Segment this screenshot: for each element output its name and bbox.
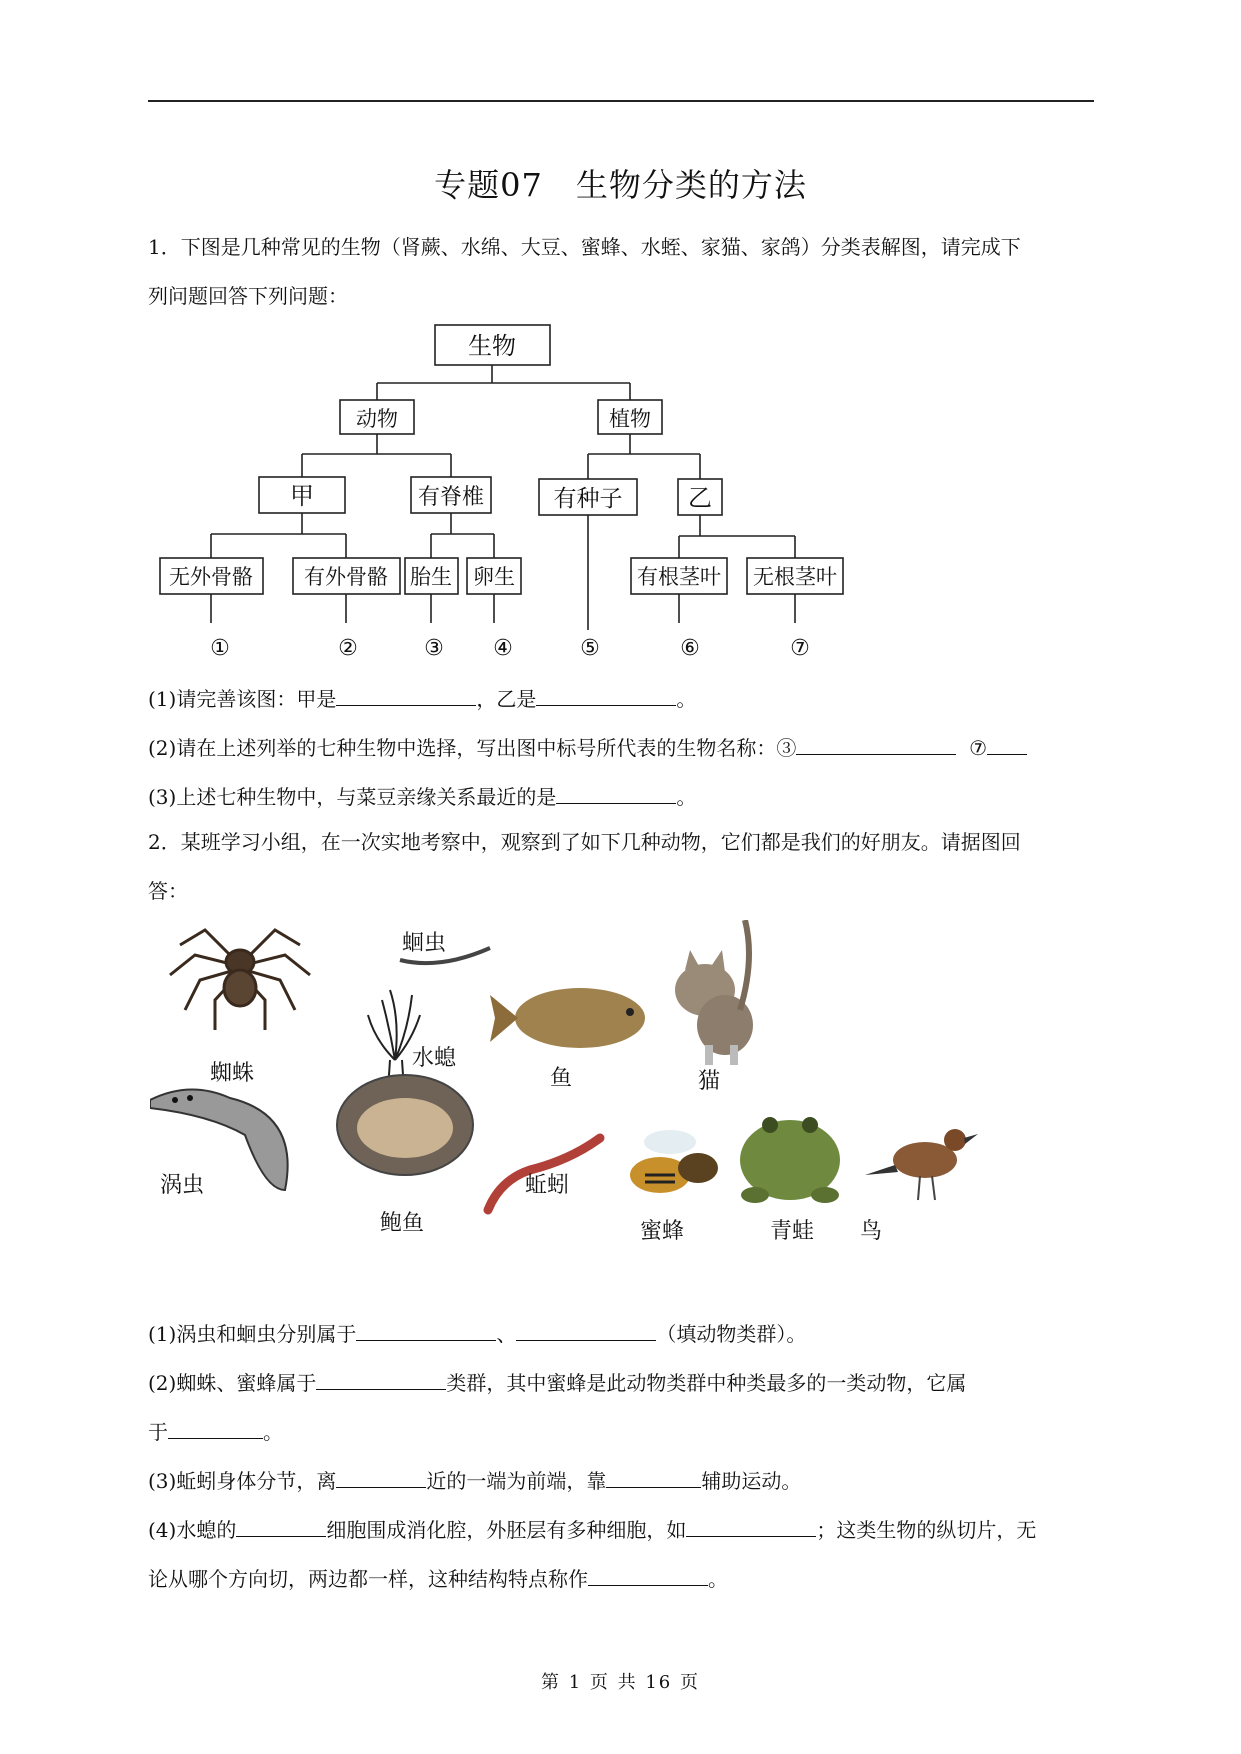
tree-label-animal: 动物 bbox=[356, 407, 398, 431]
answer-blank-cell-type[interactable] bbox=[686, 1518, 816, 1537]
tree-label-jia: 甲 bbox=[290, 482, 314, 510]
q1-sub2: (2)请在上述列举的七种生物中选择，写出图中标号所代表的生物名称：③ ⑦ bbox=[148, 732, 1027, 761]
spider-picture bbox=[170, 930, 310, 1030]
q2-stem-line2: 答： bbox=[148, 879, 188, 903]
answer-blank-planaria-group[interactable] bbox=[356, 1322, 496, 1341]
label-cat: 猫 bbox=[698, 1069, 721, 1094]
tree-label-no-root: 无根茎叶 bbox=[753, 565, 837, 589]
tree-label-oviparous: 卵生 bbox=[473, 565, 515, 589]
label-bird: 鸟 bbox=[860, 1219, 883, 1244]
q2-sub3: (3)蚯蚓身体分节，离 近的一端为前端，靠 辅助运动。 bbox=[148, 1469, 802, 1493]
answer-blank-bee-class[interactable] bbox=[168, 1420, 263, 1439]
tree-marker-4: ④ bbox=[493, 636, 513, 661]
classification-tree bbox=[150, 318, 870, 663]
header-rule bbox=[148, 100, 1094, 102]
answer-blank-cell-layer[interactable] bbox=[236, 1518, 326, 1537]
q1-sub1: (1)请完善该图：甲是 ，乙是 。 bbox=[148, 687, 697, 711]
q2-sub2-line1: (2)蜘蛛、蜜蜂属于 类群，其中蜜蜂是此动物类群中种类最多的一类动物，它属 bbox=[148, 1371, 967, 1395]
answer-blank-7[interactable] bbox=[987, 736, 1027, 755]
tree-marker-7: ⑦ bbox=[790, 636, 810, 661]
answer-blank-bean-relative[interactable] bbox=[556, 785, 676, 804]
q2-sub2-line2: 于 。 bbox=[148, 1420, 283, 1444]
tree-label-no-exo: 无外骨骼 bbox=[169, 565, 253, 589]
label-bee: 蜜蜂 bbox=[640, 1219, 685, 1244]
page-footer: 第 1 页 共 16 页 bbox=[541, 1672, 700, 1693]
q2-sub1: (1)涡虫和蛔虫分别属于 、 （填动物类群）。 bbox=[148, 1322, 807, 1346]
answer-blank-yi[interactable] bbox=[536, 687, 676, 706]
answer-blank-roundworm-group[interactable] bbox=[516, 1322, 656, 1341]
label-fish: 鱼 bbox=[550, 1066, 573, 1091]
tree-label-root: 生物 bbox=[468, 332, 516, 360]
label-frog: 青蛙 bbox=[770, 1219, 815, 1244]
label-earthworm: 蚯蚓 bbox=[525, 1173, 570, 1198]
label-spider: 蜘蛛 bbox=[210, 1061, 255, 1086]
q1-stem-line1: 1．下图是几种常见的生物（肾蕨、水绵、大豆、蜜蜂、水蛭、家猫、家鸽）分类表解图，请完成下 bbox=[148, 235, 1021, 259]
page-title: 专题07 生物分类的方法 bbox=[434, 166, 807, 204]
label-roundworm: 蛔虫 bbox=[402, 931, 447, 956]
frog-picture bbox=[740, 1117, 840, 1203]
answer-blank-movement-aid[interactable] bbox=[606, 1469, 701, 1488]
tree-label-yi: 乙 bbox=[688, 484, 712, 512]
tree-label-plant: 植物 bbox=[609, 407, 651, 431]
answer-blank-3[interactable] bbox=[796, 736, 956, 755]
answer-blank-symmetry[interactable] bbox=[588, 1567, 708, 1586]
tree-label-vertebrate: 有脊椎 bbox=[417, 485, 485, 510]
bee-picture bbox=[630, 1130, 718, 1193]
answer-blank-jia[interactable] bbox=[336, 687, 476, 706]
tree-marker-1: ① bbox=[210, 636, 230, 661]
q1-stem-line2: 列问题回答下列问题： bbox=[148, 284, 348, 308]
answer-blank-arthropod-group[interactable] bbox=[316, 1371, 446, 1390]
q2-sub4-line1: (4)水螅的 细胞围成消化腔，外胚层有多种细胞，如 ；这类生物的纵切片，无 bbox=[148, 1518, 1037, 1542]
q2-stem-line1: 2．某班学习小组，在一次实地考察中，观察到了如下几种动物，它们都是我们的好朋友。请据图回 bbox=[148, 830, 1021, 854]
tree-marker-6: ⑥ bbox=[680, 636, 700, 661]
label-hydra: 水螅 bbox=[412, 1046, 457, 1071]
q1-sub3: (3)上述七种生物中，与菜豆亲缘关系最近的是 。 bbox=[148, 785, 697, 809]
abalone-picture bbox=[337, 1075, 473, 1175]
tree-label-viviparous: 胎生 bbox=[410, 565, 452, 589]
q2-sub4-line2: 论从哪个方向切，两边都一样，这种结构特点称作 。 bbox=[148, 1567, 728, 1591]
tree-marker-5: ⑤ bbox=[580, 636, 600, 661]
label-planaria: 涡虫 bbox=[160, 1173, 205, 1198]
tree-marker-2: ② bbox=[338, 636, 358, 661]
answer-blank-front-end[interactable] bbox=[336, 1469, 426, 1488]
label-abalone: 鲍鱼 bbox=[380, 1211, 425, 1236]
cat-picture bbox=[675, 920, 753, 1065]
animal-pictures bbox=[150, 920, 1000, 1280]
tree-label-has-root: 有根茎叶 bbox=[637, 565, 721, 589]
tree-label-seed: 有种子 bbox=[553, 486, 623, 512]
tree-label-has-exo: 有外骨骼 bbox=[304, 565, 388, 589]
fish-picture bbox=[490, 988, 645, 1048]
bird-picture bbox=[865, 1129, 978, 1200]
tree-marker-3: ③ bbox=[424, 636, 444, 661]
